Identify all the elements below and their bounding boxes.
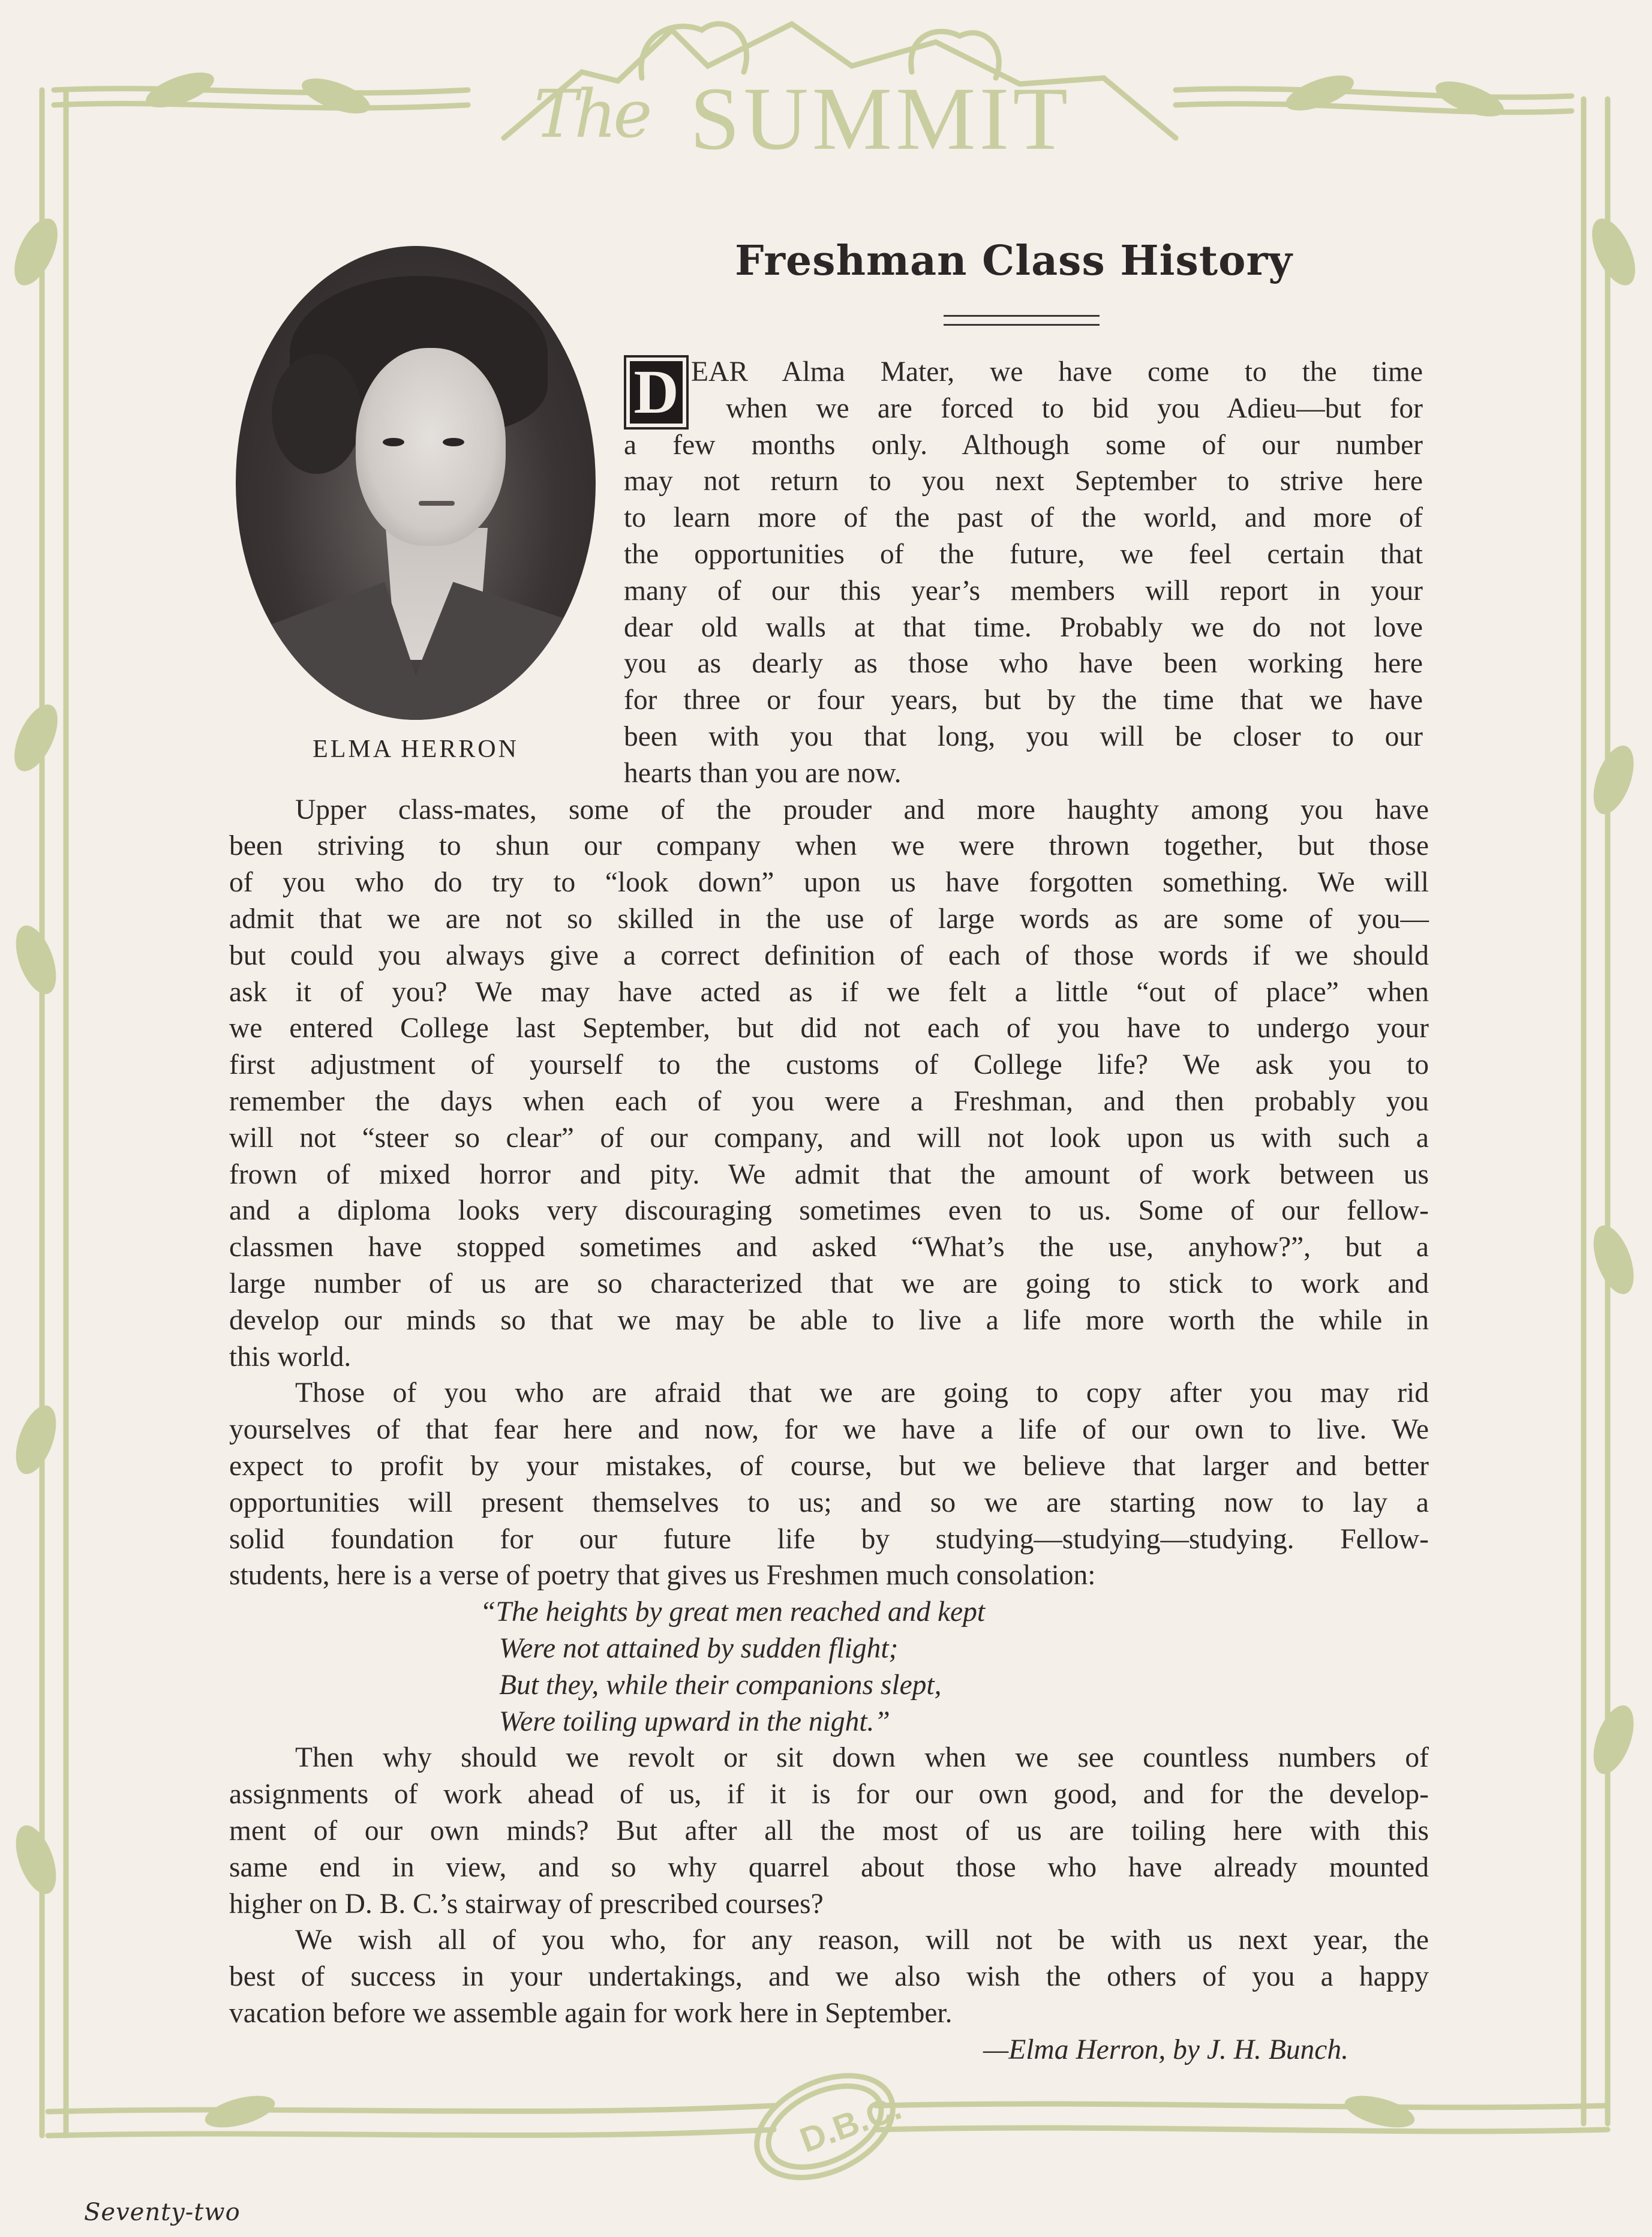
body-line: Those of you who are afraid that we are going to copy after you may rid [295,1377,1429,1409]
body-line: Then why should we revolt or sit down when we see countless numbers of [295,1742,1429,1774]
body-line: expect to profit by your mistakes, of course, but we believe that larger and better [229,1451,1429,1482]
body-line: yourselves of that fear here and now, for we have a life of our own to live. We [229,1414,1429,1446]
poem-line: “The heights by great men reached and kept [480,1596,986,1628]
body-line: classmen have stopped sometimes and asked “What’s the use, anyhow?”, but a [229,1232,1429,1263]
body-line: and a diploma looks very discouraging sometimes even to us. Some of our fellow- [229,1195,1429,1227]
opening-line: to learn more of the past of the world, and more of [624,502,1423,534]
body-line: ment of our own minds? But after all the most of us are toiling here with this [229,1815,1429,1846]
poem-line: But they, while their companions slept, [499,1669,942,1701]
body-line: higher on D. B. C.’s stairway of prescribed courses? [229,1888,824,1920]
poem-line: Were toiling upward in the night.” [499,1705,890,1737]
opening-line: you as dearly as those who have been working here [624,648,1423,680]
portrait-eye-left [383,438,404,446]
masthead-title: SUMMIT [690,69,1072,169]
body-line: been striving to shun our company when we were thrown together, but those [229,830,1429,862]
body-line: ask it of you? We may have acted as if we felt a little “out of place” when [229,976,1429,1008]
drop-cap [624,355,689,430]
body-line: we entered College last September, but did not each of you have to undergo your [229,1013,1429,1044]
body-line: large number of us are so characterized that we are going to stick to work and [229,1268,1429,1299]
opening-line: the opportunities of the future, we feel certain that [624,539,1423,570]
portrait-caption: ELMA HERRON [313,735,519,763]
body-line: We wish all of you who, for any reason, will not be with us next year, the [295,1924,1429,1956]
body-line: opportunities will present themselves to us; and so we are starting now to lay a [229,1487,1429,1518]
body-line: frown of mixed horror and pity. We admit that the amount of work between us [229,1158,1429,1190]
body-line: best of success in your undertakings, and we also wish the others of you a happy [229,1961,1429,1993]
portrait-eye-right [443,438,464,446]
body-line: but could you always give a correct definition of each of those words if we should [229,939,1429,971]
body-line: students, here is a verse of poetry that gives us Freshmen much consolation: [229,1560,1096,1592]
body-line: assignments of work ahead of us, if it is for our own good, and for the develop- [229,1779,1429,1810]
portrait-hair-side [272,354,362,474]
opening-line: for three or four years, but by the time that we have [624,684,1423,716]
body-line: develop our minds so that we may be able to live a life more worth the while in [229,1304,1429,1336]
body-line: remember the days when each of you were a Freshman, and then probably you [229,1086,1429,1117]
title-double-rule [944,315,1100,326]
drop-cap-letter: D [630,361,683,424]
opening-line: hearts than you are now. [624,757,902,789]
page-number: Seventy-two [84,2199,241,2226]
body-line: Upper class-mates, some of the prouder and more haughty among you have [295,794,1429,825]
opening-line: dear old walls at that time. Probably we do not love [624,611,1423,643]
body-line: this world. [229,1341,352,1373]
masthead [492,54,1164,169]
portrait-photo [236,246,596,720]
article-title: Freshman Class History [735,237,1293,285]
body-line: same end in view, and so why quarrel about those who have already mounted [229,1851,1429,1883]
body-line: vacation before we assemble again for work here in September. [229,1998,953,2029]
opening-line: a few months only. Although some of our number [624,429,1423,461]
dbc-monogram: D.B.C. [795,2088,906,2160]
portrait-mouth [419,501,455,506]
opening-line: been with you that long, you will be closer to our [624,721,1423,752]
body-line: solid foundation for our future life by studying—studying—studying. Fellow- [229,1523,1429,1555]
body-line: will not “steer so clear” of our company, and will not look upon us with such a [229,1122,1429,1154]
masthead-the: The [534,76,649,152]
opening-line: when we are forced to bid you Adieu—but for [726,392,1423,424]
poem-line: Were not attained by sudden flight; [499,1633,899,1664]
opening-line: may not return to you next September to strive here [624,466,1423,497]
portrait [236,246,596,763]
body-line: first adjustment of yourself to the customs of College life? We ask you to [229,1049,1429,1081]
body-line: of you who do try to “look down” upon us have forgotten something. We will [229,867,1429,899]
portrait-face [356,348,506,546]
signature: —Elma Herron, by J. H. Bunch. [983,2034,1348,2065]
opening-line: EAR Alma Mater, we have come to the time [691,356,1423,388]
opening-line: many of our this year’s members will report in your [624,575,1423,606]
body-line: admit that we are not so skilled in the use of large words as are some of you— [229,903,1429,935]
